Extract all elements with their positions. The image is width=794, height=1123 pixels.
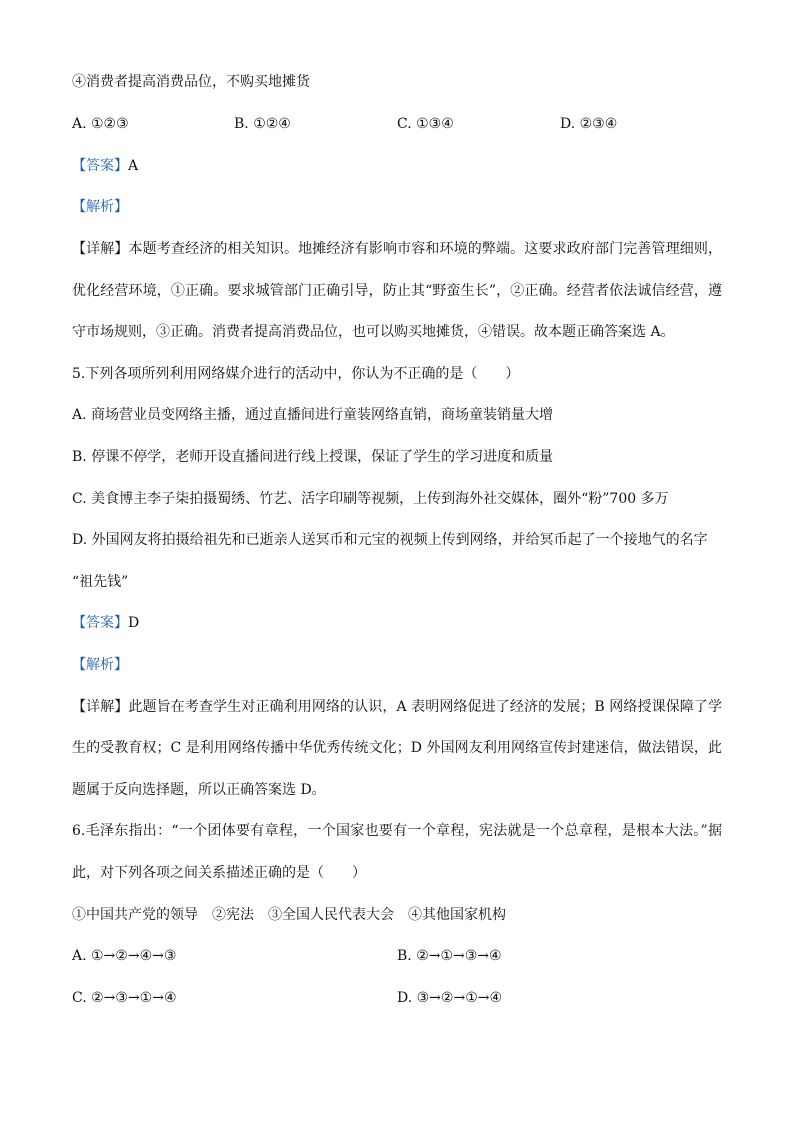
q4-option-d: D. ②③④	[560, 116, 618, 132]
q4-option-b: B. ①②④	[234, 116, 291, 132]
q6-stem-line-1: 6.毛泽东指出：“一个团体要有章程，一个国家也要有一个章程，宪法就是一个总章程，是根本大法。”据	[72, 823, 722, 839]
q4-detail-line-2: 优化经营环境，①正确。要求城管部门正确引导，防止其“野蛮生长”，②正确。经营者依法诚信经营，遵	[72, 283, 722, 299]
answer-tag: 【答案】	[72, 615, 128, 631]
q4-detail-line-1	[72, 239, 722, 259]
q5-option-c: C. 美食博主李子柒拍摄蜀绣、竹艺、活字印刷等视频，上传到海外社交媒体，圈外“粉”700 多万	[72, 491, 669, 507]
q4-option-c: C. ①③④	[397, 116, 454, 132]
detail-tag: 【详解】	[72, 699, 129, 715]
q5-detail-line-2: 生的受教育权；C 是利用网络传播中华优秀传统文化；D 外国网友利用网络宣传封建迷信，做法错误，此	[72, 740, 722, 756]
q5-option-d-line-1: D. 外国网友将拍摄给祖先和已逝亲人送冥币和元宝的视频上传到网络，并给冥币起了一个接地气的名字	[72, 532, 708, 548]
q5-option-b: B. 停课不停学，老师开设直播间进行线上授课，保证了学生的学习进度和质量	[72, 449, 554, 465]
answer-value: D	[128, 615, 140, 631]
q6-stem-line-2: 此，对下列各项之间关系描述正确的是（ ）	[72, 865, 366, 881]
q6-option-b: B. ②→①→③→④	[397, 948, 502, 964]
q5-option-a: A. 商场营业员变网络主播，通过直播间进行童装网络直销，商场童装销量大增	[72, 407, 554, 423]
q4-detail-line-3: 守市场规则，③正确。消费者提高消费品位，也可以购买地摊货，④错误。故本题正确答案选 A。	[72, 324, 675, 340]
q5-analysis-tag: 【解析】	[72, 657, 128, 673]
answer-value: A	[128, 158, 139, 174]
q5-detail-text-1: 此题旨在考查学生对正确利用网络的认识，A 表明网络促进了经济的发展；B 网络授课保障了学	[128, 699, 723, 715]
q4-analysis-tag: 【解析】	[72, 199, 128, 215]
answer-tag: 【答案】	[72, 158, 128, 174]
q6-option-c: C. ②→③→①→④	[72, 990, 177, 1006]
q5-stem: 5.下列各项所列利用网络媒介进行的活动中，你认为不正确的是（ ）	[72, 366, 520, 382]
q6-option-d: D. ③→②→①→④	[397, 990, 503, 1006]
q4-detail-text-1: 本题考查经济的相关知识。地摊经济有影响市容和环境的弊端。这要求政府部门完善管理细则，	[128, 241, 723, 257]
q4-option-a: A. ①②③	[72, 116, 129, 132]
q4-item-4: ④消费者提高消费品位，不购买地摊货	[72, 74, 310, 90]
q5-detail-line-1	[72, 697, 722, 717]
q5-option-d-line-2: “祖先钱”	[72, 574, 129, 590]
q6-items: ①中国共产党的领导 ②宪法 ③全国人民代表大会 ④其他国家机构	[72, 907, 506, 923]
q6-option-a: A. ①→②→④→③	[72, 948, 177, 964]
detail-tag: 【详解】	[72, 241, 129, 257]
q5-answer	[72, 613, 139, 633]
q4-answer	[72, 156, 138, 176]
q5-detail-line-3: 题属于反向选择题，所以正确答案选 D。	[72, 782, 326, 798]
